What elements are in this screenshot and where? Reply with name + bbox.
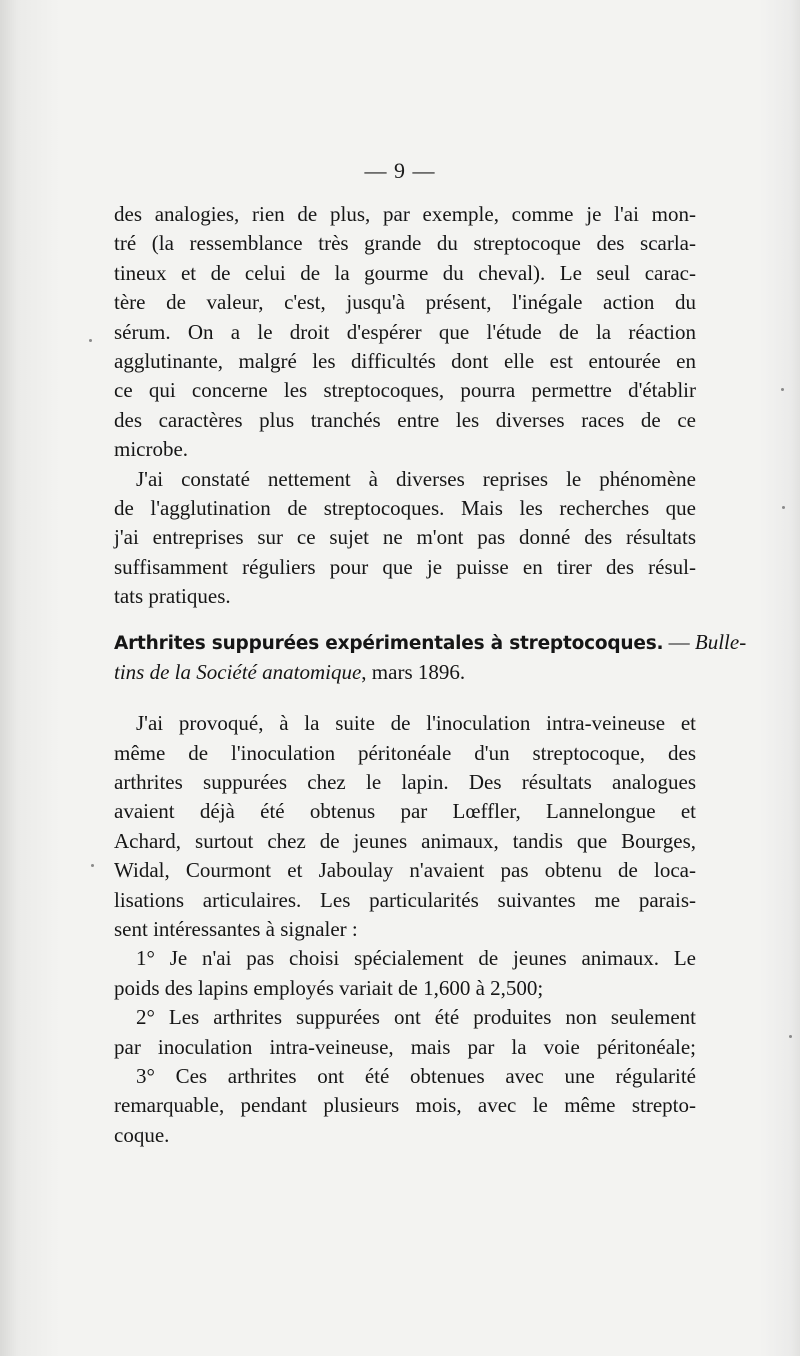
text-line: 3° Ces arthrites ont été obtenues avec une régularité bbox=[136, 1063, 696, 1088]
text-line: par inoculation intra-veineuse, mais par la voie péritonéale; bbox=[114, 1034, 696, 1059]
text-line: sent intéressantes à signaler : bbox=[114, 916, 358, 941]
text-line: sérum. On a le droit d'espérer que l'étude de la réaction bbox=[114, 319, 696, 344]
speck-mark bbox=[91, 864, 94, 867]
heading-line bbox=[114, 658, 696, 687]
text-line: des caractères plus tranchés entre les diverses races de ce bbox=[114, 407, 696, 432]
text-line: remarquable, pendant plusieurs mois, avec le même strepto- bbox=[114, 1093, 696, 1118]
speck-mark bbox=[782, 506, 785, 509]
text-line: tineux et de celui de la gourme du cheval). Le seul carac- bbox=[114, 260, 696, 285]
text-line: agglutinante, malgré les difficultés dont elle est entourée en bbox=[114, 348, 696, 373]
speck-mark bbox=[781, 388, 784, 391]
text-line: 1° Je n'ai pas choisi spécialement de jeunes animaux. Le bbox=[136, 946, 696, 971]
text-line: poids des lapins employés variait de 1,600 à 2,500; bbox=[114, 975, 544, 1000]
text-line: suffisamment réguliers pour que je puisse en tirer des résul- bbox=[114, 554, 696, 579]
body-text bbox=[114, 200, 747, 1150]
text-line: arthrites suppurées chez le lapin. Des résultats analogues bbox=[114, 770, 696, 795]
text-line: Achard, surtout chez de jeunes animaux, tandis que Bourges, bbox=[114, 828, 696, 853]
text-line: même de l'inoculation péritonéale d'un streptocoque, des bbox=[114, 740, 696, 765]
paragraph-2 bbox=[114, 465, 696, 612]
text-line: tré (la ressemblance très grande du streptocoque des scarla- bbox=[114, 231, 696, 256]
page-number: — 9 — bbox=[364, 158, 436, 183]
text-line: des analogies, rien de plus, par exemple, comme je l'ai mon- bbox=[114, 202, 696, 226]
text-line: microbe. bbox=[114, 437, 189, 462]
section-heading bbox=[114, 628, 747, 687]
heading-reference-journal: tins de la Société anatomique bbox=[114, 659, 362, 684]
list-item-3 bbox=[114, 1062, 696, 1150]
paragraph-1 bbox=[114, 200, 696, 465]
heading-reference-date: , mars 1896. bbox=[361, 659, 466, 684]
text-line: 2° Les arthrites suppurées ont été produites non seulement bbox=[136, 1005, 696, 1030]
text-line: tats pratiques. bbox=[114, 584, 231, 609]
text-line: tère de valeur, c'est, jusqu'à présent, l'inégale action du bbox=[114, 290, 696, 315]
heading-line bbox=[114, 628, 747, 657]
speck-mark bbox=[789, 1035, 792, 1038]
text-line: Widal, Courmont et Jaboulay n'avaient pas obtenu de loca- bbox=[114, 858, 696, 883]
speck-mark bbox=[89, 339, 92, 342]
text-line: j'ai entreprises sur ce sujet ne m'ont pas donné des résultats bbox=[114, 525, 696, 550]
list-item-2 bbox=[114, 1003, 696, 1062]
heading-title: Arthrites suppurées expérimentales à streptocoques. bbox=[114, 633, 664, 655]
paragraph-3 bbox=[114, 709, 696, 944]
text-line: J'ai constaté nettement à diverses reprises le phénomène bbox=[136, 466, 696, 491]
text-line: J'ai provoqué, à la suite de l'inoculation intra-veineuse et bbox=[136, 711, 696, 736]
text-line: de l'agglutination de streptocoques. Mais les recherches que bbox=[114, 495, 696, 520]
text-line: lisations articulaires. Les particularités suivantes me parais- bbox=[114, 887, 696, 912]
text-line: avaient déjà été obtenus par Lœffler, Lannelongue et bbox=[114, 799, 696, 824]
heading-reference: Bulle- bbox=[694, 630, 747, 655]
list-item-1 bbox=[114, 944, 696, 1003]
text-line: ce qui concerne les streptocoques, pourra permettre d'établir bbox=[114, 378, 696, 403]
text-line: coque. bbox=[114, 1122, 170, 1147]
heading-dash: — bbox=[663, 630, 695, 655]
